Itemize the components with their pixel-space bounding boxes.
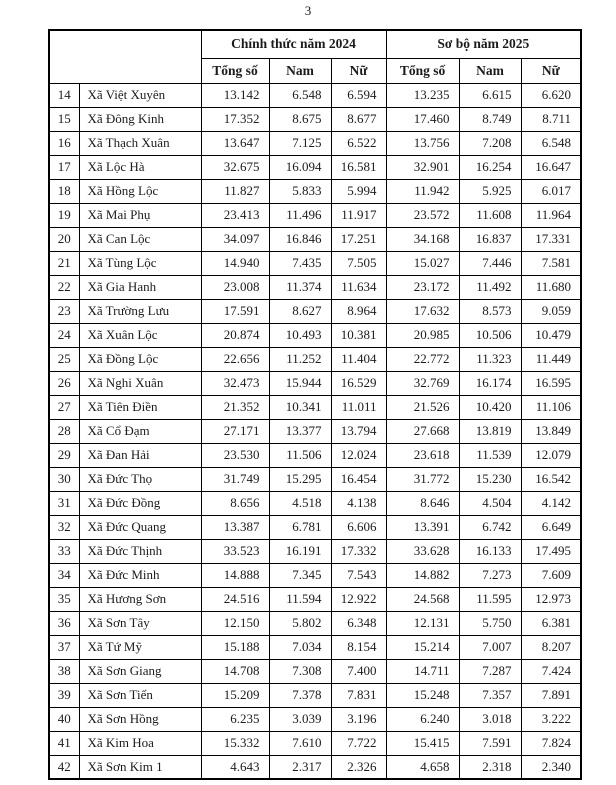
cell-male-2024: 16.846 [269,227,331,251]
cell-female-2025: 10.479 [521,323,581,347]
cell-commune-name: Xã Đan Hải [79,443,201,467]
cell-female-2024: 16.529 [331,371,386,395]
cell-male-2024: 11.506 [269,443,331,467]
cell-total-2025: 6.240 [386,707,459,731]
cell-total-2025: 20.985 [386,323,459,347]
cell-commune-name: Xã Sơn Tây [79,611,201,635]
cell-total-2025: 21.526 [386,395,459,419]
cell-male-2024: 11.252 [269,347,331,371]
cell-male-2025: 16.837 [459,227,521,251]
cell-male-2025: 11.492 [459,275,521,299]
cell-commune-name: Xã Hồng Lộc [79,179,201,203]
cell-row-number: 40 [49,707,79,731]
cell-commune-name: Xã Việt Xuyên [79,83,201,107]
cell-total-2025: 34.168 [386,227,459,251]
table-row [49,659,581,683]
cell-male-2024: 7.034 [269,635,331,659]
cell-female-2025: 11.680 [521,275,581,299]
cell-male-2025: 4.504 [459,491,521,515]
cell-female-2025: 4.142 [521,491,581,515]
cell-row-number: 36 [49,611,79,635]
cell-row-number: 34 [49,563,79,587]
table-row [49,587,581,611]
cell-row-number: 39 [49,683,79,707]
cell-female-2025: 17.331 [521,227,581,251]
cell-female-2025: 6.548 [521,131,581,155]
cell-total-2024: 17.591 [201,299,269,323]
cell-total-2024: 20.874 [201,323,269,347]
cell-female-2025: 2.340 [521,755,581,779]
cell-total-2025: 23.172 [386,275,459,299]
cell-total-2025: 11.942 [386,179,459,203]
cell-male-2025: 7.273 [459,563,521,587]
table-row [49,731,581,755]
cell-female-2025: 16.542 [521,467,581,491]
cell-male-2025: 11.323 [459,347,521,371]
cell-commune-name: Xã Thạch Xuân [79,131,201,155]
table-row [49,203,581,227]
cell-male-2025: 13.819 [459,419,521,443]
cell-commune-name: Xã Sơn Hồng [79,707,201,731]
cell-male-2025: 10.506 [459,323,521,347]
table-row [49,419,581,443]
table-row [49,371,581,395]
cell-female-2025: 6.620 [521,83,581,107]
cell-female-2025: 6.381 [521,611,581,635]
table-row [49,83,581,107]
cell-row-number: 19 [49,203,79,227]
header-total-2024: Tổng số [201,58,269,83]
cell-female-2025: 6.649 [521,515,581,539]
cell-female-2024: 16.454 [331,467,386,491]
cell-row-number: 18 [49,179,79,203]
cell-male-2025: 16.174 [459,371,521,395]
cell-total-2024: 27.171 [201,419,269,443]
cell-male-2024: 15.295 [269,467,331,491]
cell-total-2025: 15.214 [386,635,459,659]
cell-male-2025: 3.018 [459,707,521,731]
cell-male-2025: 11.608 [459,203,521,227]
cell-female-2025: 8.207 [521,635,581,659]
cell-female-2024: 4.138 [331,491,386,515]
cell-row-number: 21 [49,251,79,275]
cell-total-2025: 15.248 [386,683,459,707]
cell-total-2024: 14.940 [201,251,269,275]
table-row [49,539,581,563]
cell-row-number: 20 [49,227,79,251]
cell-female-2024: 17.251 [331,227,386,251]
cell-total-2025: 12.131 [386,611,459,635]
cell-female-2024: 13.794 [331,419,386,443]
cell-total-2025: 32.769 [386,371,459,395]
cell-male-2025: 7.287 [459,659,521,683]
cell-male-2025: 10.420 [459,395,521,419]
table-row [49,611,581,635]
cell-row-number: 22 [49,275,79,299]
cell-male-2024: 8.675 [269,107,331,131]
cell-female-2024: 6.594 [331,83,386,107]
cell-row-number: 26 [49,371,79,395]
cell-female-2024: 7.400 [331,659,386,683]
cell-commune-name: Xã Sơn Giang [79,659,201,683]
cell-female-2024: 6.348 [331,611,386,635]
cell-male-2024: 3.039 [269,707,331,731]
table-row [49,755,581,779]
cell-total-2024: 15.332 [201,731,269,755]
header-female-2024: Nữ [331,58,386,83]
cell-total-2025: 13.391 [386,515,459,539]
cell-female-2024: 7.722 [331,731,386,755]
cell-total-2025: 14.711 [386,659,459,683]
cell-female-2025: 13.849 [521,419,581,443]
cell-total-2024: 8.656 [201,491,269,515]
cell-female-2025: 7.891 [521,683,581,707]
cell-male-2024: 7.610 [269,731,331,755]
cell-male-2025: 7.357 [459,683,521,707]
header-male-2025: Nam [459,58,521,83]
cell-row-number: 35 [49,587,79,611]
table-row [49,635,581,659]
cell-total-2024: 34.097 [201,227,269,251]
cell-total-2024: 23.008 [201,275,269,299]
cell-female-2025: 7.609 [521,563,581,587]
cell-total-2024: 32.473 [201,371,269,395]
cell-total-2024: 23.413 [201,203,269,227]
cell-total-2024: 21.352 [201,395,269,419]
cell-female-2024: 6.522 [331,131,386,155]
cell-total-2024: 6.235 [201,707,269,731]
cell-female-2024: 10.381 [331,323,386,347]
cell-total-2025: 15.415 [386,731,459,755]
cell-total-2025: 22.772 [386,347,459,371]
cell-row-number: 29 [49,443,79,467]
cell-female-2025: 8.711 [521,107,581,131]
cell-row-number: 37 [49,635,79,659]
cell-female-2024: 5.994 [331,179,386,203]
cell-row-number: 24 [49,323,79,347]
cell-total-2024: 31.749 [201,467,269,491]
cell-male-2025: 7.591 [459,731,521,755]
cell-female-2025: 11.106 [521,395,581,419]
table-header [49,30,581,83]
cell-commune-name: Xã Đồng Lộc [79,347,201,371]
cell-female-2024: 16.581 [331,155,386,179]
cell-female-2025: 12.079 [521,443,581,467]
cell-total-2024: 12.150 [201,611,269,635]
table-row [49,179,581,203]
cell-female-2024: 2.326 [331,755,386,779]
table-row [49,155,581,179]
cell-male-2025: 5.750 [459,611,521,635]
cell-female-2025: 17.495 [521,539,581,563]
cell-commune-name: Xã Kim Hoa [79,731,201,755]
cell-total-2025: 27.668 [386,419,459,443]
cell-row-number: 27 [49,395,79,419]
cell-male-2025: 7.208 [459,131,521,155]
cell-female-2025: 12.973 [521,587,581,611]
cell-row-number: 28 [49,419,79,443]
table-row [49,491,581,515]
cell-female-2024: 7.831 [331,683,386,707]
cell-total-2024: 15.188 [201,635,269,659]
cell-female-2025: 7.824 [521,731,581,755]
table-row [49,443,581,467]
cell-female-2024: 3.196 [331,707,386,731]
page-number: 3 [304,3,312,18]
cell-total-2024: 24.516 [201,587,269,611]
cell-male-2024: 5.802 [269,611,331,635]
cell-male-2024: 10.341 [269,395,331,419]
cell-female-2024: 6.606 [331,515,386,539]
cell-female-2025: 7.581 [521,251,581,275]
table-row [49,395,581,419]
cell-male-2025: 2.318 [459,755,521,779]
cell-row-number: 17 [49,155,79,179]
cell-total-2024: 11.827 [201,179,269,203]
cell-female-2024: 17.332 [331,539,386,563]
population-table [48,29,582,780]
cell-male-2024: 11.594 [269,587,331,611]
cell-commune-name: Xã Trường Lưu [79,299,201,323]
cell-female-2025: 11.449 [521,347,581,371]
cell-total-2025: 32.901 [386,155,459,179]
cell-row-number: 32 [49,515,79,539]
cell-commune-name: Xã Đức Minh [79,563,201,587]
cell-male-2025: 7.446 [459,251,521,275]
cell-male-2025: 6.615 [459,83,521,107]
table-row [49,299,581,323]
cell-male-2024: 5.833 [269,179,331,203]
cell-total-2025: 4.658 [386,755,459,779]
header-preliminary-2025: Sơ bộ năm 2025 [386,30,581,58]
header-official-2024: Chính thức năm 2024 [201,30,386,58]
cell-total-2024: 13.647 [201,131,269,155]
cell-total-2025: 14.882 [386,563,459,587]
cell-total-2024: 4.643 [201,755,269,779]
cell-commune-name: Xã Sơn Kim 1 [79,755,201,779]
cell-male-2024: 8.627 [269,299,331,323]
cell-commune-name: Xã Cổ Đạm [79,419,201,443]
cell-male-2024: 6.781 [269,515,331,539]
cell-total-2025: 8.646 [386,491,459,515]
cell-total-2024: 13.142 [201,83,269,107]
cell-male-2024: 7.125 [269,131,331,155]
cell-male-2024: 6.548 [269,83,331,107]
cell-male-2024: 7.308 [269,659,331,683]
cell-male-2024: 7.435 [269,251,331,275]
header-total-2025: Tổng số [386,58,459,83]
cell-female-2024: 7.505 [331,251,386,275]
cell-female-2024: 12.922 [331,587,386,611]
cell-total-2024: 33.523 [201,539,269,563]
cell-commune-name: Xã Can Lộc [79,227,201,251]
cell-male-2025: 8.573 [459,299,521,323]
header-male-2024: Nam [269,58,331,83]
cell-male-2025: 16.254 [459,155,521,179]
header-group-row [49,30,581,58]
cell-total-2025: 33.628 [386,539,459,563]
cell-total-2025: 15.027 [386,251,459,275]
cell-row-number: 15 [49,107,79,131]
table-row [49,515,581,539]
cell-female-2025: 11.964 [521,203,581,227]
cell-female-2024: 7.543 [331,563,386,587]
cell-row-number: 33 [49,539,79,563]
cell-total-2025: 17.460 [386,107,459,131]
cell-male-2025: 11.595 [459,587,521,611]
cell-commune-name: Xã Xuân Lộc [79,323,201,347]
cell-female-2025: 9.059 [521,299,581,323]
cell-male-2024: 16.191 [269,539,331,563]
cell-total-2024: 15.209 [201,683,269,707]
cell-total-2025: 24.568 [386,587,459,611]
cell-commune-name: Xã Đông Kinh [79,107,201,131]
cell-total-2025: 13.756 [386,131,459,155]
cell-total-2024: 14.708 [201,659,269,683]
cell-male-2024: 10.493 [269,323,331,347]
cell-male-2025: 8.749 [459,107,521,131]
cell-male-2025: 15.230 [459,467,521,491]
cell-total-2024: 17.352 [201,107,269,131]
cell-male-2025: 16.133 [459,539,521,563]
cell-male-2024: 15.944 [269,371,331,395]
table-row [49,707,581,731]
cell-commune-name: Xã Đức Đồng [79,491,201,515]
cell-row-number: 25 [49,347,79,371]
cell-male-2024: 11.496 [269,203,331,227]
cell-male-2024: 11.374 [269,275,331,299]
cell-commune-name: Xã Sơn Tiến [79,683,201,707]
cell-total-2024: 22.656 [201,347,269,371]
cell-male-2024: 7.345 [269,563,331,587]
cell-commune-name: Xã Gia Hanh [79,275,201,299]
cell-female-2025: 16.647 [521,155,581,179]
table-row [49,347,581,371]
cell-total-2025: 31.772 [386,467,459,491]
cell-female-2024: 11.404 [331,347,386,371]
cell-commune-name: Xã Đức Thọ [79,467,201,491]
cell-commune-name: Xã Hương Sơn [79,587,201,611]
table-row [49,227,581,251]
table-row [49,563,581,587]
cell-female-2024: 12.024 [331,443,386,467]
cell-total-2024: 32.675 [201,155,269,179]
cell-commune-name: Xã Đức Thịnh [79,539,201,563]
cell-female-2024: 8.154 [331,635,386,659]
cell-male-2025: 6.742 [459,515,521,539]
table-row [49,323,581,347]
table-row [49,131,581,155]
cell-total-2024: 13.387 [201,515,269,539]
cell-total-2025: 13.235 [386,83,459,107]
cell-male-2024: 16.094 [269,155,331,179]
cell-commune-name: Xã Tiên Điền [79,395,201,419]
cell-male-2024: 7.378 [269,683,331,707]
cell-female-2025: 16.595 [521,371,581,395]
cell-male-2025: 11.539 [459,443,521,467]
table-row [49,251,581,275]
header-corner-cell [49,30,201,83]
cell-female-2025: 3.222 [521,707,581,731]
cell-row-number: 14 [49,83,79,107]
cell-row-number: 16 [49,131,79,155]
cell-commune-name: Xã Mai Phụ [79,203,201,227]
cell-male-2024: 13.377 [269,419,331,443]
cell-female-2024: 8.677 [331,107,386,131]
cell-female-2025: 7.424 [521,659,581,683]
header-female-2025: Nữ [521,58,581,83]
cell-female-2024: 8.964 [331,299,386,323]
cell-row-number: 41 [49,731,79,755]
cell-row-number: 31 [49,491,79,515]
cell-female-2024: 11.634 [331,275,386,299]
cell-commune-name: Xã Nghi Xuân [79,371,201,395]
cell-row-number: 30 [49,467,79,491]
cell-male-2024: 4.518 [269,491,331,515]
table-row [49,467,581,491]
table-row [49,275,581,299]
cell-commune-name: Xã Lộc Hà [79,155,201,179]
cell-commune-name: Xã Tùng Lộc [79,251,201,275]
cell-total-2024: 14.888 [201,563,269,587]
cell-female-2025: 6.017 [521,179,581,203]
table-row [49,107,581,131]
cell-total-2025: 23.618 [386,443,459,467]
cell-total-2025: 23.572 [386,203,459,227]
cell-row-number: 38 [49,659,79,683]
cell-commune-name: Xã Đức Quang [79,515,201,539]
cell-male-2024: 2.317 [269,755,331,779]
cell-row-number: 23 [49,299,79,323]
cell-commune-name: Xã Tứ Mỹ [79,635,201,659]
cell-total-2024: 23.530 [201,443,269,467]
cell-male-2025: 5.925 [459,179,521,203]
table-row [49,683,581,707]
cell-female-2024: 11.917 [331,203,386,227]
cell-female-2024: 11.011 [331,395,386,419]
cell-male-2025: 7.007 [459,635,521,659]
table-body [49,83,581,779]
cell-row-number: 42 [49,755,79,779]
cell-total-2025: 17.632 [386,299,459,323]
